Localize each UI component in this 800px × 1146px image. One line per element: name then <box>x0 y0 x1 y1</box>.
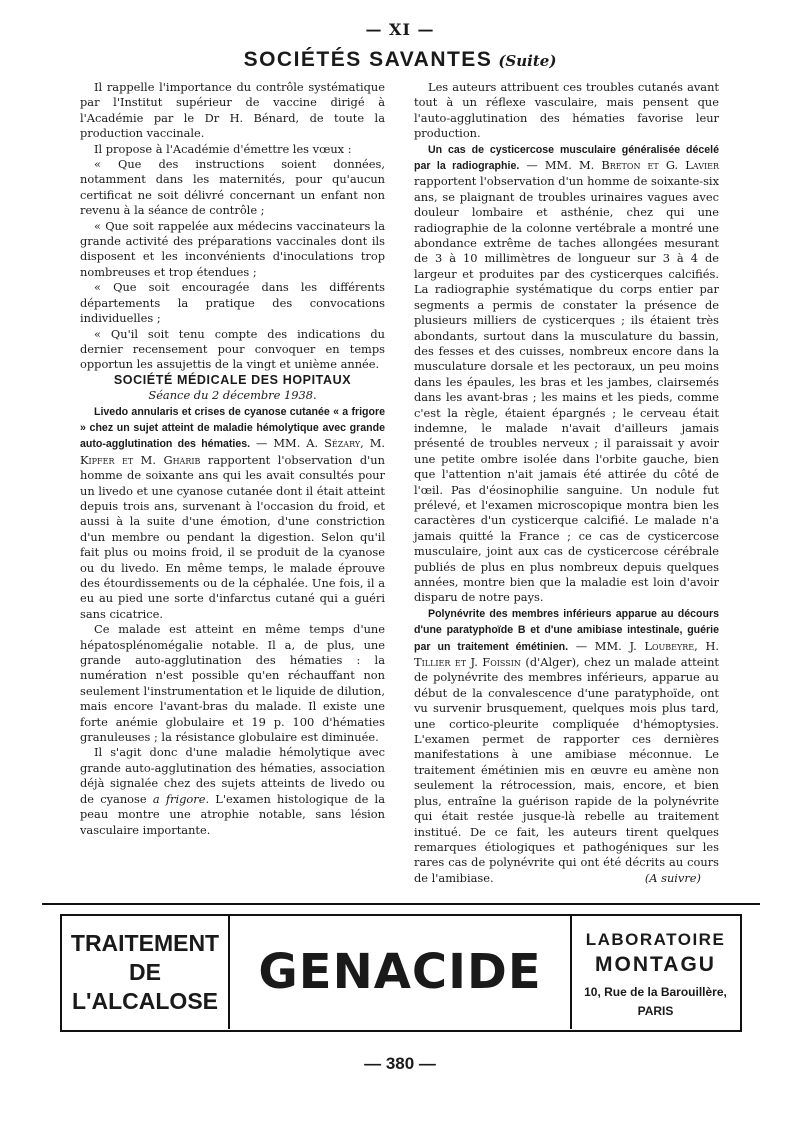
ad-brand: GENACIDE <box>258 944 542 1000</box>
case-text: chez un malade atteint de polynévrite des membres inférieurs, apparue au début de la convalescence d'une paratyphoïde, ont vu survenir brusquement, quelques mois plus tard, une cortico-pleurite compliquée d'hémoptysies. L'examen permet de rapporter ces dernières manifestations à une amibiase méconnue. Le traitement émétinien mis en œuvre eu amène non seulement la rétrocession, mais, encore, et bien plus, entraîne la guérison rapide de la polynévrite qui était restée jusque-là rebelle au traitement institué. De ce fait, les auteurs tirent quelques remarques étiologiques et pathogéniques sur les rares cas de polynévrite qui ont été décrits au cours de l'amibiase. <box>414 655 719 885</box>
running-title <box>0 48 800 72</box>
running-title-suite: (Suite) <box>498 52 557 70</box>
paragraph: « Que des instructions soient données, notamment dans les maternités, pour qu'aucun certificat ne soit délivré concernant un enfant non revenu à la séance de contrôle ; <box>80 157 385 218</box>
case-text: rapportent l'observation d'un homme de soixante-six ans, se plaignant de troubles urinaires vagues avec douleur lombaire et asthénie, chez qui une radiographie de la colonne vertébrale a montré une abondance extrême de taches allongées mesurant de 3 à 10 millimètres de longueur sur 3 à 4 de largeur et produites par des cysticerques calcifiés. La radiographie systématique du corps entier par segments a permis de constater la présence de plusieurs milliers de cysticerques ; ils étaient très abondants, surtout dans la musculature du bassin, des fesses et des cuisses, nombreux encore dans la musculature dorsale et les pectoraux, un peu moins dans les épaules, les bras et les jambes, clairsemés dans les avant-bras ; les mains et les pieds, comme c'est la règle, étaient épargnés ; le cerveau était indemne, le malade n'avait d'ailleurs jamais présenté de troubles nerveux ; il paraissait y avoir une petite ombre isolée dans l'orbite gauche, bien que l'attention n'ait jamais été attirée du côté de l'œil. Pas d'éosinophilie sanguine. Un nodule fut prélevé, et l'examen microscopique montra bien les caractères d'un cysticerque calcifié. Le malade n'a jamais quitté la France ; ce cas de cysticercose musculaire, joint aux cas de cysticercose cérébrale publiés de plus en plus nombreux depuis quelques années, montre bien que la maladie est loin d'avoir disparu de notre pays. <box>414 174 719 605</box>
case-authors: J. Loubeyre, H. Tillier et J. Foissin <box>414 638 720 670</box>
ad-left-line: L'ALCALOSE <box>71 988 219 1014</box>
page-number: — 380 — <box>364 1054 436 1073</box>
a-suivre: (A suivre) <box>644 870 701 885</box>
ad-city: PARIS <box>637 1004 674 1018</box>
case-title: Livedo annularis et crises de cyanose cutanée « a frigore » chez un sujet atteint de maladie hémolytique avec grande auto-agglutination des hématies. <box>80 405 385 451</box>
dash: — MM. <box>568 638 630 653</box>
case-authors: A. Sézary, M. Kipfer et M. Gharib <box>80 436 386 467</box>
text: . L'examen histologique de la peau montre une atrophie notable, sans lésion vasculaire importante. <box>80 791 385 837</box>
seance-date: Séance du 2 décembre 1938. <box>148 388 317 403</box>
paragraph: Ce malade est atteint en même temps d'une hépatosplénomégalie notable. Il a, de plus, une grande auto-agglutination des hématies : la numération n'est possible qu'en réchauffant non seulement l'instrumentation et le liquide de dilution, mais encore l'avant-bras du malade. Il existe une forte anémie globulaire et 19 p. 100 d'hématies granuleuses ; la résistance globulaire est diminuée. <box>80 622 385 745</box>
separator-rule <box>42 903 760 905</box>
case-place: (d'Alger), <box>520 655 580 670</box>
page-numeral: — XI — <box>365 20 435 39</box>
advertisement <box>60 914 742 1032</box>
paragraph: « Que soit rappelée aux médecins vaccinateurs la grande activité des préparations vaccinales dont ils disposent et les inconvénients d'inoculations trop nombreuses et trop étendues ; <box>80 218 385 279</box>
paragraph: Il rappelle l'importance du contrôle systématique par l'Institut supérieur de vaccine dirigé à l'Académie par le Dr H. Bénard, de toute la production vaccinale. <box>80 80 385 141</box>
case-paragraph <box>414 606 719 886</box>
case-title: Polynévrite des membres inférieurs apparue au décours d'une paratyphoïde B et d'une amibiase intestinale, guérie par un traitement émétinien. <box>414 607 719 653</box>
paragraph: « Qu'il soit tenu compte des indications du dernier recensement pour convoquer en temps opportun les assujettis de la vingt et unième année. <box>80 326 385 372</box>
paragraph: Il propose à l'Académie d'émettre les vœux : <box>94 141 352 156</box>
ad-left-line: TRAITEMENT <box>70 930 220 956</box>
ad-left-panel <box>62 916 230 1029</box>
dash: — MM. <box>250 436 307 451</box>
italic-text: a frigore <box>152 791 206 806</box>
case-paragraph <box>414 142 719 606</box>
text: Il s'agit donc d'une maladie hémolytique avec grande auto-agglutination des hématies, association déjà signalée chez des sujets atteints de livedo ou de cyanose <box>80 745 385 806</box>
ad-lab: LABORATOIRE <box>585 930 726 949</box>
paragraph: Les auteurs attribuent ces troubles cutanés avant tout à un réflexe vasculaire, mais pensent que l'auto-agglutination des hématies favorise leur production. <box>414 80 719 141</box>
dash: — MM. <box>519 158 579 173</box>
case-text: rapportent l'observation d'un homme de soixante ans qui les avait consultés pour un livedo et une cyanose cutanée dont il était atteint depuis trois ans, survenant à l'occasion du froid, et aussi à la suite d'une émotion, d'une constriction d'un membre ou pendant la digestion. Selon qu'il fait plus ou moins froid, il se produit de la cyanose ou du livedo. En même temps, le malade éprouve des étourdissements ou de la céphalée. Une fois, il a eu au pied une sorte d'infarctus cutané qui a guéri sans cicatrice. <box>80 452 385 621</box>
ad-left-line: DE <box>129 959 161 985</box>
ad-lab-name: MONTAGU <box>595 953 716 976</box>
ad-address: 10, Rue de la Barouillère, <box>584 985 727 999</box>
case-title: Un cas de cysticercose musculaire généralisée décelé par la radiographie. <box>414 143 719 173</box>
running-title-text: SOCIÉTÉS SAVANTES <box>243 48 493 71</box>
right-column <box>414 80 719 886</box>
left-column <box>80 80 385 838</box>
paragraph <box>80 745 385 837</box>
ad-right-panel <box>570 916 739 1029</box>
paragraph: « Que soit encouragée dans les différents départements la pratique des convocations individuelles ; <box>80 280 385 326</box>
section-heading: SOCIÉTÉ MÉDICALE DES HOPITAUX <box>113 372 352 387</box>
case-paragraph <box>80 404 385 623</box>
case-authors: M. Breton et G. Lavier <box>578 158 719 173</box>
